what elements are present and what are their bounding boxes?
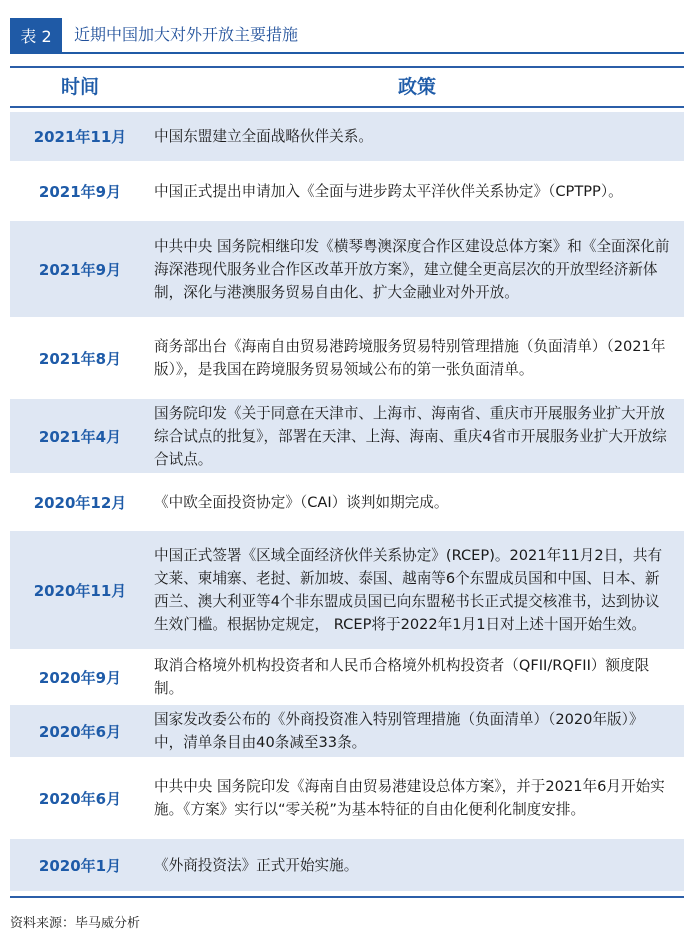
table-row (10, 761, 684, 835)
row-policy: 国家发改委公布的《外商投资准入特别管理措施（负面清单）（2020年版）》中，清单条目由40条减至33条。 (154, 711, 644, 751)
row-date: 2021年9月 (38, 182, 122, 201)
table-title-bar (10, 18, 684, 54)
table-row (10, 477, 684, 527)
source-note: 资料来源：毕马威分析 (10, 916, 141, 931)
row-policy: 中共中央 国务院印发《海南自由贸易港建设总体方案》，并于2021年6月开始实施。《方案》实行以“零关税”为基本特征的自由化便利化制度安排。 (154, 778, 665, 818)
table-row (10, 653, 684, 701)
row-policy: 商务部出台《海南自由贸易港跨境服务贸易特别管理措施（负面清单）（2021年版）》，是我国在跨境服务贸易领域公布的第一张负面清单。 (154, 338, 666, 378)
row-policy: 《中欧全面投资协定》（CAI）谈判如期完成。 (154, 493, 449, 511)
table-row (10, 321, 684, 395)
table-row (10, 165, 684, 217)
table-number-tag: 表 2 (10, 18, 62, 52)
row-date: 2020年6月 (38, 789, 122, 808)
row-date: 2020年11月 (33, 581, 127, 600)
row-date: 2020年6月 (38, 722, 122, 741)
row-date: 2020年9月 (38, 668, 122, 687)
table-bottom-rule (10, 896, 684, 898)
table-row (10, 531, 684, 649)
table-row (10, 112, 684, 161)
row-policy: 《外商投资法》正式开始实施。 (154, 856, 359, 874)
table-header (10, 66, 684, 108)
row-policy: 中国正式提出申请加入《全面与进步跨太平洋伙伴关系协定》（CPTPP）。 (154, 182, 623, 200)
table-row (10, 399, 684, 473)
row-policy: 中共中央 国务院相继印发《横琴粤澳深度合作区建设总体方案》和《全面深化前海深港现代服务业合作区改革开放方案》，建立健全更高层次的开放型经济新体制，深化与港澳服务贸易自由化、扩大金融业对外开放。 (154, 237, 670, 301)
table-body (10, 112, 684, 895)
table-row (10, 839, 684, 891)
table-row (10, 705, 684, 757)
row-policy: 中国东盟建立全面战略伙伴关系。 (154, 128, 373, 145)
row-policy: 国务院印发《关于同意在天津市、上海市、海南省、重庆市开展服务业扩大开放综合试点的批复》，部署在天津、上海、海南、重庆4省市开展服务业扩大开放综合试点。 (154, 404, 667, 468)
row-date: 2021年4月 (38, 427, 122, 446)
header-policy: 政策 (397, 76, 436, 98)
row-date: 2021年11月 (33, 128, 127, 146)
row-policy: 取消合格境外机构投资者和人民币合格境外机构投资者（QFII/RQFII）额度限制。 (154, 657, 650, 697)
table-title: 近期中国加大对外开放主要措施 (74, 25, 299, 44)
row-date: 2021年8月 (38, 349, 122, 368)
table-row (10, 221, 684, 317)
row-date: 2021年9月 (38, 260, 122, 279)
row-date: 2020年1月 (38, 856, 122, 875)
header-time: 时间 (60, 76, 99, 98)
row-date: 2020年12月 (33, 493, 127, 512)
row-policy: 中国正式签署《区域全面经济伙伴关系协定》(RCEP)。2021年11月2日，共有文莱、柬埔寨、老挝、新加坡、泰国、越南等6个东盟成员国和中国、日本、新西兰、澳大利亚等4个非东盟成员国已向东盟秘书长正式提交核准书，达到协议生效门槛。根据协定规定， RCEP将于2022年1月1日对上述十国开始生效。 (154, 547, 663, 633)
